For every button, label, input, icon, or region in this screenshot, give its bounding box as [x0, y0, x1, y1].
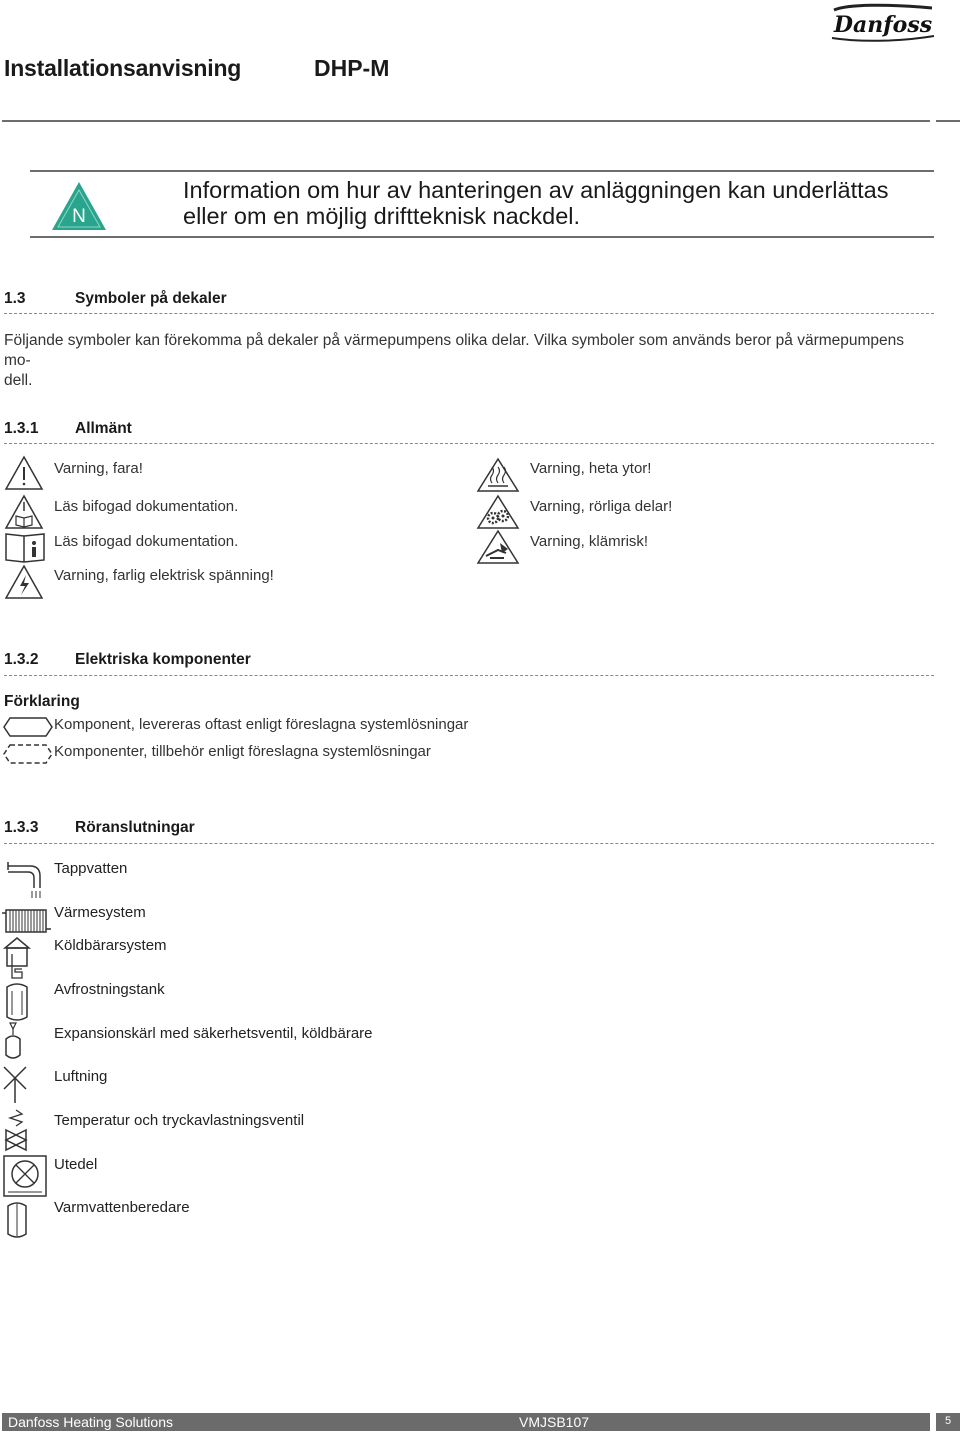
info-text [183, 177, 923, 229]
section-1-3-1-divider [4, 443, 934, 444]
section-1-3-paragraph [4, 331, 934, 391]
solid-outline-icon [2, 716, 54, 738]
page-number: 5 [944, 1415, 952, 1427]
model-name: DHP-M [314, 55, 390, 81]
pipe-label: Tappvatten [54, 860, 128, 877]
section-1-3-1-number: 1.3.1 [4, 420, 39, 437]
svg-text:Danfoss: Danfoss [833, 12, 933, 38]
section-1-3-divider [4, 313, 934, 314]
warning-hot-surface-icon [476, 457, 520, 493]
paragraph-line-2: dell. [4, 372, 33, 389]
pipe-label: Temperatur och tryckavlastningsventil [54, 1112, 305, 1129]
warning-electric-icon [4, 564, 44, 600]
warning-exclamation-icon [4, 455, 44, 491]
pipe-label: Köldbärarsystem [54, 937, 167, 954]
air-vent-icon [2, 1063, 28, 1105]
section-1-3-3-title: Röranslutningar [75, 819, 195, 836]
section-1-3-2-divider [4, 675, 934, 676]
section-1-3-1-title: Allmänt [75, 420, 132, 437]
dashed-outline-icon [2, 743, 54, 765]
book-info-icon [4, 530, 46, 564]
danfoss-logo [828, 2, 938, 44]
section-1-3-2-title: Elektriska komponenter [75, 651, 251, 668]
section-1-3-3-divider [4, 843, 934, 844]
legend-label: Komponent, levereras oftast enligt föreslagna systemlösningar [54, 716, 469, 733]
note-triangle-icon [50, 180, 108, 232]
paragraph-line-1: Följande symboler kan förekomma på dekaler på värmepumpens olika delar. Vilka symboler som används beror på värmepumpens mo- [4, 332, 905, 369]
symbol-label: Varning, farlig elektrisk spänning! [54, 567, 274, 584]
symbol-label: Varning, klämrisk! [530, 533, 649, 550]
expansion-vessel-icon [2, 1021, 24, 1063]
info-text-line-2: eller om en möjlig driftteknisk nackdel. [183, 203, 581, 229]
pipe-label: Varmvattenberedare [54, 1199, 190, 1216]
outdoor-unit-icon [2, 1154, 48, 1198]
footer-company: Danfoss Heating Solutions [8, 1414, 173, 1430]
ground-loop-icon [2, 936, 32, 980]
legend-label: Komponenter, tillbehör enligt föreslagna systemlösningar [54, 743, 431, 760]
symbol-label: Varning, fara! [54, 460, 143, 477]
defrost-tank-icon [2, 981, 32, 1025]
svg-text:N: N [72, 206, 86, 227]
section-1-3-2-number: 1.3.2 [4, 651, 39, 668]
tap-icon [4, 858, 46, 900]
relief-valve-icon [2, 1108, 32, 1154]
pipe-label: Utedel [54, 1156, 98, 1173]
warning-book-icon [4, 494, 44, 530]
header-divider-end [936, 120, 960, 122]
footer-doc-code: VMJSB107 [519, 1414, 590, 1430]
pipe-label: Värmesystem [54, 904, 146, 921]
section-1-3-3-number: 1.3.3 [4, 819, 39, 836]
pipe-label: Expansionskärl med säkerhetsventil, köldbärare [54, 1025, 373, 1042]
warning-moving-parts-icon [476, 494, 520, 530]
radiator-icon [2, 907, 52, 937]
info-box-top-border [30, 170, 934, 172]
legend-title: Förklaring [4, 693, 80, 710]
header-divider [2, 120, 930, 122]
document-title: Installationsanvisning [4, 55, 242, 81]
info-text-line-1: Information om hur av hanteringen av anläggningen kan underlättas [183, 177, 889, 203]
symbol-label: Läs bifogad dokumentation. [54, 533, 239, 550]
pipe-label: Avfrostningstank [54, 981, 165, 998]
section-1-3-number: 1.3 [4, 290, 26, 307]
symbol-label: Varning, heta ytor! [530, 460, 652, 477]
info-box-bottom-border [30, 236, 934, 238]
symbol-label: Läs bifogad dokumentation. [54, 498, 239, 515]
section-1-3-title: Symboler på dekaler [75, 290, 227, 307]
pipe-label: Luftning [54, 1068, 108, 1085]
water-heater-icon [2, 1200, 32, 1242]
warning-crush-icon [476, 529, 520, 565]
symbol-label: Varning, rörliga delar! [530, 498, 673, 515]
